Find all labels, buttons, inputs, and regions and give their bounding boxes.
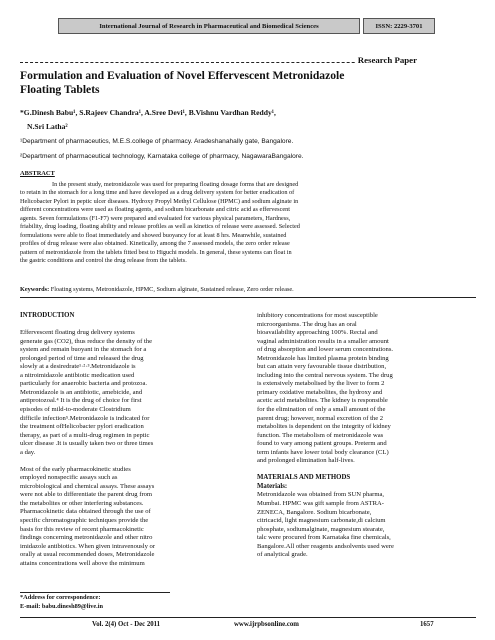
text-line: orally at usual recommended doses, Metronidazole xyxy=(20,551,155,559)
text-line: inhibitory concentrations for most susceptible xyxy=(257,312,378,319)
text-line: specific chromatographic techniques provide the xyxy=(20,517,149,525)
text-line: Metronidazole has limited plasma protein binding xyxy=(257,354,389,362)
text-line: Bangalore.All other reagents andsolvents used were xyxy=(257,542,394,550)
text-line: system and remain buoyant in the stomach for a xyxy=(20,346,147,354)
keywords-text: Floating systems, Metronidazole, HPMC, Sodium alginate, Sustained release, Zero order release. xyxy=(49,286,294,293)
materials-methods-heading: MATERIALS AND METHODS xyxy=(257,474,351,482)
text-line: slowly at a desiredrate¹·²·³.Metronidazole is xyxy=(20,363,136,371)
text-line: difficile infection⁵.Metronidazole is indicated for xyxy=(20,414,150,422)
text-line: ZENECA, Bangalore. Sodium bicarbonate, xyxy=(257,508,372,516)
text-line: bioavailability approaching 100%. Rectal and xyxy=(257,329,378,337)
materials-paragraph xyxy=(257,491,469,559)
text-line: found to vary among patient groups. Preterm and xyxy=(257,440,387,448)
footer-rule xyxy=(20,617,476,618)
text-line: citricacid, light magnesium carbonate,di calcium xyxy=(257,517,386,525)
text-line: term infants have lower total body clearance (CL) xyxy=(257,448,389,456)
abstract-line: different concentrations were used as floating agents, and sodium bicarbonate and citric acid as effervescent xyxy=(20,206,290,214)
abstract-line: pattern of metronidazole from the tablets fitted best to Higuchi models. In general, these systems can float in xyxy=(20,248,292,256)
text-line: and prolonged elimination half-lives. xyxy=(257,457,355,465)
text-line: prolonged period of time and released the drug xyxy=(20,354,144,362)
text-line: Most of the early pharmacokinetic studies xyxy=(20,465,131,473)
abstract-line: profiles of drug release were also obtained. Kinetically, among the 7 assessed models, the zero order release xyxy=(20,240,290,248)
text-line: Mumbai. HPMC was gift sample from ASTRA- xyxy=(257,499,384,507)
paper-title xyxy=(20,69,440,97)
text-line: phosphate, sodiumalginate, magnesium stearate, xyxy=(257,525,385,533)
text-line: attains concentrations well above the minimum xyxy=(20,559,145,567)
text-line: primary oxidative metabolites, the hydroxy and xyxy=(257,388,383,396)
author-list xyxy=(20,106,460,134)
abstract-body xyxy=(20,181,476,266)
text-line: microorganisms. The drug has an oral xyxy=(257,320,357,328)
abstract-line: friability, drug loading, floating ability and release profiles as well as kinetics of release were assessed. Selected xyxy=(20,223,300,231)
text-line: Metronidazole is an antibiotic, amebicide, and xyxy=(20,388,143,396)
abstract-line: the gastric conditions and control the drug release from the tablets. xyxy=(20,257,187,265)
text-line: ulcer disease .It is usually taken two or three times xyxy=(20,440,154,448)
footer-volume: Vol. 2(4) Oct - Dec 2011 xyxy=(92,621,161,628)
journal-name: International Journal of Research in Pharmaceutical and Biomedical Sciences xyxy=(58,18,360,34)
text-line: therapy, as part of a multi-drug regimen in peptic xyxy=(20,431,150,439)
text-line: the metabolites or other interfering substances. xyxy=(20,499,144,507)
text-line: of analytical grade. xyxy=(257,551,308,559)
abstract-line: formulations were able to float immediately and showed buoyancy for at least 8 hrs. Meanwhile, sustained xyxy=(20,231,287,239)
text-line: for the elimination of only a small amount of the xyxy=(257,406,386,414)
issn-label: ISSN: 2229-3701 xyxy=(363,18,435,34)
introduction-heading: INTRODUCTION xyxy=(20,312,75,319)
abstract-line: In the present study, metronidazole was used for preparing floating dosage forms that are designed xyxy=(52,181,299,188)
footnote-line: *Address for correspondence: xyxy=(20,594,101,601)
text-line: a nitroimidazole antibiotic medication used xyxy=(20,371,135,379)
text-line: of drug absorption and lower serum concentrations. xyxy=(257,346,394,354)
text-line: including into the central nervous system. The drug xyxy=(257,371,393,379)
text-line: generate gas (CO2), thus reduce the density of the xyxy=(20,337,153,345)
text-line: Effervescent floating drug delivery systems xyxy=(20,329,135,337)
abstract-line: agents. Seven formulations (F1-F7) were prepared and evaluated for various physical parameters, Hardness, xyxy=(20,214,291,222)
intro-paragraph-1 xyxy=(20,329,232,457)
text-line: a day. xyxy=(20,448,36,456)
affiliation-1: ¹Department of pharmaceutics, M.E.S.college of pharmacy. Aradeshanahally gate, Bangalore. xyxy=(20,138,294,145)
text-line: metabolites is dependent on the integrity of kidney xyxy=(257,423,391,431)
journal-header xyxy=(58,18,435,34)
left-column xyxy=(20,312,232,568)
intro-paragraph-2 xyxy=(20,466,232,569)
text-line: findings concerning metronidazole and other nitro xyxy=(20,534,153,542)
text-line: imidazole antibiotics. When given intravenously or xyxy=(20,542,156,550)
abstract-line: to retain in the stomach for a long time and have developed as a drug delivery system for better eradication of xyxy=(20,189,295,197)
text-line: is extensively metabolised by the liver to form 2 xyxy=(257,380,385,388)
footnote-email: E-mail: babu.dinesh89@live.in xyxy=(20,602,104,610)
intro-paragraph-3 xyxy=(257,312,469,466)
text-line: basis for this review of recent pharmacokinetic xyxy=(20,525,144,533)
abstract-heading: ABSTRACT xyxy=(20,170,55,177)
keywords xyxy=(20,286,476,294)
page-number: 1657 xyxy=(420,621,434,628)
materials-subheading: Materials: xyxy=(257,482,288,490)
author-line: *G.Dinesh Babu¹, S.Rajeev Chandra¹, A.Sree Devi¹, B.Vishnu Vardhan Reddy¹, xyxy=(20,108,276,117)
text-line: function. The metabolism of metronidazole was xyxy=(257,431,384,439)
footer-url: www.ijrpbsonline.com xyxy=(234,621,299,628)
text-line: parent drug; however, normal excretion of the 2 xyxy=(257,414,384,422)
text-line: microbiological and chemical assays. These assays xyxy=(20,482,155,490)
abstract-line: Helicobacter Pylori in peptic ulcer diseases. Hydroxy Propyl Methyl Cellulose (HPMC) and sodium alginate in xyxy=(20,197,299,205)
text-line: employed nonspecific assays such as xyxy=(20,474,118,482)
correspondence-footnote xyxy=(20,594,103,611)
affiliation-2: ²Department of pharmaceutical technology, Karnataka college of pharmacy, NagawaraBangalore. xyxy=(20,153,304,160)
text-line: talc were procured from Karnataka fine chemicals, xyxy=(257,534,391,542)
text-line: were not able to differentiate the parent drug from xyxy=(20,491,153,499)
text-line: episodes of mild-to-moderate Clostridium xyxy=(20,405,131,413)
text-line: Metronidazole was obtained from SUN pharma, xyxy=(257,491,385,499)
footnote-rule xyxy=(20,592,170,593)
text-line: vaginal administration results in a smaller amount xyxy=(257,337,389,345)
text-line: Pharmacokinetic data obtained through the use of xyxy=(20,508,151,516)
text-line: particularly for anaerobic bacteria and protozoa. xyxy=(20,380,148,388)
title-line: Formulation and Evaluation of Novel Effervescent Metronidazole xyxy=(20,69,345,82)
right-column xyxy=(257,312,469,560)
text-line: antiprotozoal.⁴ It is the drug of choice for first xyxy=(20,397,142,405)
text-line: acetic acid metabolites. The kidney is responsible xyxy=(257,397,388,405)
keywords-label: Keywords: xyxy=(20,286,50,293)
author-line: N.Sri Latha² xyxy=(27,122,68,131)
abstract-divider xyxy=(20,297,476,298)
text-line: the treatment ofHelicobacter pylori eradication xyxy=(20,423,144,431)
paper-type: Research Paper xyxy=(357,55,417,65)
title-line: Floating Tablets xyxy=(20,83,100,96)
text-line: but can attain very favourable tissue distribution, xyxy=(257,363,387,371)
